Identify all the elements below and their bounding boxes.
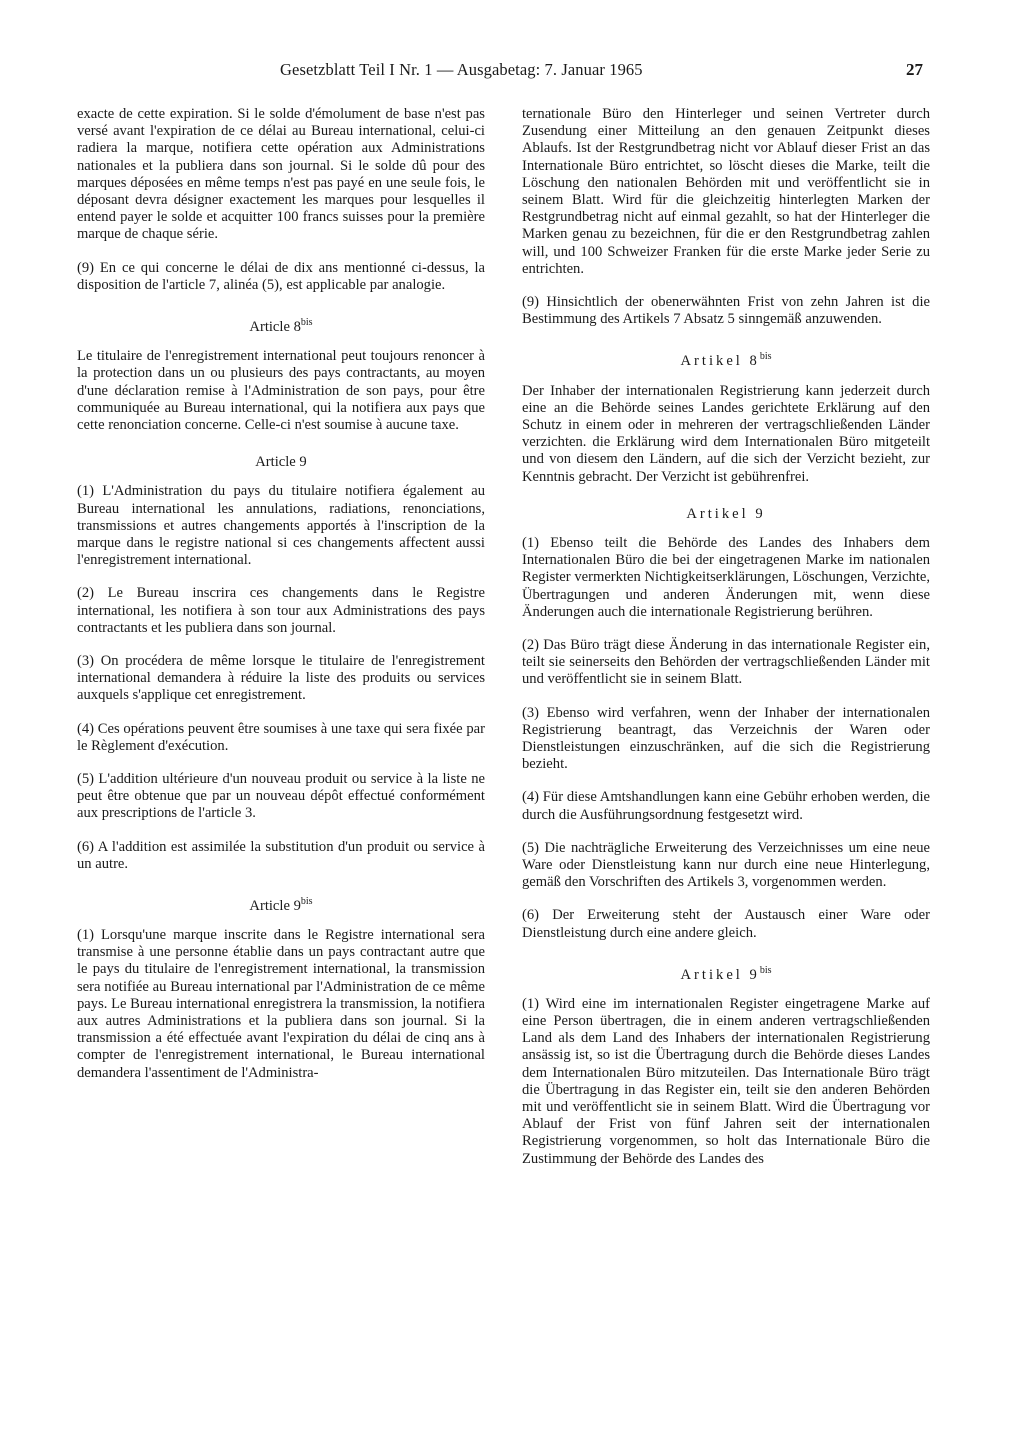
paragraph-9-6: (6) Der Erweiterung steht der Austausch einer Ware oder Dienstleistung durch eine andere gleich. — [522, 907, 930, 941]
heading-artikel-9bis — [522, 962, 930, 984]
paragraph-8bis: Der Inhaber der internationalen Registrierung kann jederzeit durch eine an die Behörde seines Landes gerichtete Erklärung auf den Schutz in einem oder in mehreren der vertragschließenden Länder verzichten. die Erklärung wird dem Internationalen Büro mitgeteilt und von diesem den Ländern, auf die sich der Verzicht bezieht, zur Kenntnis gebracht. Der Verzicht ist gebührenfrei. — [522, 382, 930, 485]
page-header — [0, 60, 1024, 82]
paragraph-9-3: (3) On procédera de même lorsque le titulaire de l'enregistrement international demandera à réduire la liste des produits ou services auxquels s'applique cet enregistrement. — [77, 652, 485, 704]
german-column — [522, 106, 930, 1184]
heading-text: Artikel 8 — [680, 353, 760, 370]
paragraph-9-6: (6) A l'addition est assimilée la substitution d'un produit ou service à un autre. — [77, 838, 485, 872]
paragraph-8-9: (9) Hinsichtlich der obenerwähnten Frist von zehn Jahren ist die Bestimmung des Artikels 7 Absatz 5 sinngemäß anzuwenden. — [522, 294, 930, 328]
heading-article-9bis — [77, 893, 485, 915]
paragraph-9bis-1: (1) Wird eine im internationalen Register eingetragene Marke auf eine Person übertragen, die in einem anderen vertragschließenden Land als dem Land des Inhabers der internationalen Registrierung ansässig ist, so ist die Übertragung durch die Behörde dieses Landes dem Internationalen Büro mitzuteilen. Das Internationale Büro trägt die Übertragung in das Register ein, teilt sie den anderen Behörden mit und veröffentlicht sie in seinem Blatt. Wird die Übertragung vor Ablauf der Frist von fünf Jahren seit der internationalen Registrierung vorgenommen, so holt das Internationale Büro die Zustimmung der Behörde des Landes des — [522, 995, 930, 1167]
page-number: 27 — [906, 60, 923, 79]
heading-article-8bis — [77, 314, 485, 336]
paragraph-9-3: (3) Ebenso wird verfahren, wenn der Inhaber der internationalen Registrierung beantragt, das Verzeichnis der Waren oder Dienstleistungen einzuschränken, auf die sich die Registrierung bezieht. — [522, 704, 930, 773]
paragraph-9-2: (2) Das Büro trägt diese Änderung in das internationale Register ein, teilt sie seinerseits den Behörden der vertragschließenden Länder mit und veröffentlicht sie in seinem Blatt. — [522, 636, 930, 688]
heading-text: Article 8 — [249, 318, 301, 335]
paragraph-9-5: (5) L'addition ultérieure d'un nouveau produit ou service à la liste ne peut être obtenue que par un nouveau dépôt effectué conformément aux prescriptions de l'article 3. — [77, 770, 485, 822]
paragraph-9-1: (1) L'Administration du pays du titulaire notifiera également au Bureau international les annulations, radiations, renonciations, transmissions et autres changements apportés à l'inscription de la marque dans le registre national si ces changements affectent aussi l'enregistrement international. — [77, 483, 485, 569]
paragraph-9bis-1: (1) Lorsqu'une marque inscrite dans le Registre international sera transmise à une personne établie dans un pays contractant autre que le pays du titulaire de l'enregistrement international, la transmission sera notifiée au Bureau international par l'Administration de ce même pays. Le Bureau international enregistrera la transmission, la notifiera aux autres Administrations et la publiera dans son journal. Si la transmission a été effectuée avant l'expiration du délai de cinq ans à compter de l'enregistrement international, le Bureau international demandera l'assentiment de l'Administra- — [77, 927, 485, 1081]
heading-artikel-8bis — [522, 348, 930, 370]
french-column — [77, 106, 485, 1098]
paragraph-9-1: (1) Ebenso teilt die Behörde des Landes des Inhabers dem Internationalen Büro die bei der eingetragenen Marke im nationalen Register vermerkten Nichtigkeitserklärungen, Löschungen, Verzichte, Übertragungen und anderen Änderungen mit, wenn diese Änderungen auch die internationale Registrierung berühren. — [522, 534, 930, 620]
paragraph-8-9: (9) En ce qui concerne le délai de dix ans mentionné ci-dessus, la disposition de l'article 7, alinéa (5), est applicable par analogie. — [77, 259, 485, 293]
heading-suffix: bis — [759, 964, 772, 976]
heading-suffix: bis — [300, 895, 313, 907]
paragraph-8bis: Le titulaire de l'enregistrement international peut toujours renoncer à la protection dans un ou plusieurs des pays contractants, au moyen d'une déclaration remise à l'Administration de son pays, pour être communiquée au Bureau international, qui la notifiera aux pays que cette renonciation concerne. Celle-ci n'est soumise à aucune taxe. — [77, 348, 485, 433]
paragraph-9-2: (2) Le Bureau inscrira ces changements dans le Registre international, les notifiera à son tour aux Administrations des pays contractants et les publiera dans son journal. — [77, 585, 485, 636]
paragraph-9-4: (4) Ces opérations peuvent être soumises à une taxe qui sera fixée par le Règlement d'exécution. — [77, 720, 485, 754]
heading-artikel-9: Artikel 9 — [686, 505, 766, 522]
heading-suffix: bis — [759, 351, 772, 363]
paragraph-9-4: (4) Für diese Amtshandlungen kann eine Gebühr erhoben werden, die durch die Ausführungsordnung festgesetzt wird. — [522, 789, 930, 823]
paragraph-9-5: (5) Die nachträgliche Erweiterung des Verzeichnisses um eine neue Ware oder Dienstleistung kann nur durch eine neue Hinterlegung, gemäß den Vorschriften des Artikels 3, vorgenommen werden. — [522, 839, 930, 891]
gazette-title: Gesetzblatt Teil I Nr. 1 — Ausgabetag: 7. Januar 1965 — [280, 60, 643, 79]
paragraph-continuation: exacte de cette expiration. Si le solde d'émolument de base n'est pas versé avant l'expiration de ce délai au Bureau international, celui-ci radiera la marque, notifiera cette opération aux Administrations nationales et la publiera dans son journal. Si le solde dû pour des marques déposées en même temps n'est pas payé en une seule fois, le déposant devra désigner exactement les marques pour lesquelles il entend payer le solde et acquitter 100 francs suisses pour la première marque de chaque série. — [77, 106, 485, 243]
heading-text: Artikel 9 — [680, 966, 760, 983]
paragraph-continuation: ternationale Büro den Hinterleger und seinen Vertreter durch Zusendung einer Mitteilung an den genauen Zeitpunkt dieses Ablaufs. Ist der Restgrundbetrag nicht vor Ablauf dieser Frist an das Internationale Büro entrichtet, so löscht dieses die Marke, teilt die Löschung den nationalen Behörden mit und veröffentlicht sie in seinem Blatt. Wird für die gleichzeitig hinterlegten Marken der Restgrundbetrag nicht auf einmal gezahlt, so hat der Hinterleger die Marken genau zu bezeichnen, für die er den Restgrundbetrag zahlen will, und 100 Schweizer Franken für die erste Marke jeder Serie zu entrichten. — [522, 106, 930, 277]
heading-text: Article 9 — [249, 897, 301, 914]
heading-article-9: Article 9 — [255, 454, 307, 471]
heading-suffix: bis — [300, 317, 313, 329]
